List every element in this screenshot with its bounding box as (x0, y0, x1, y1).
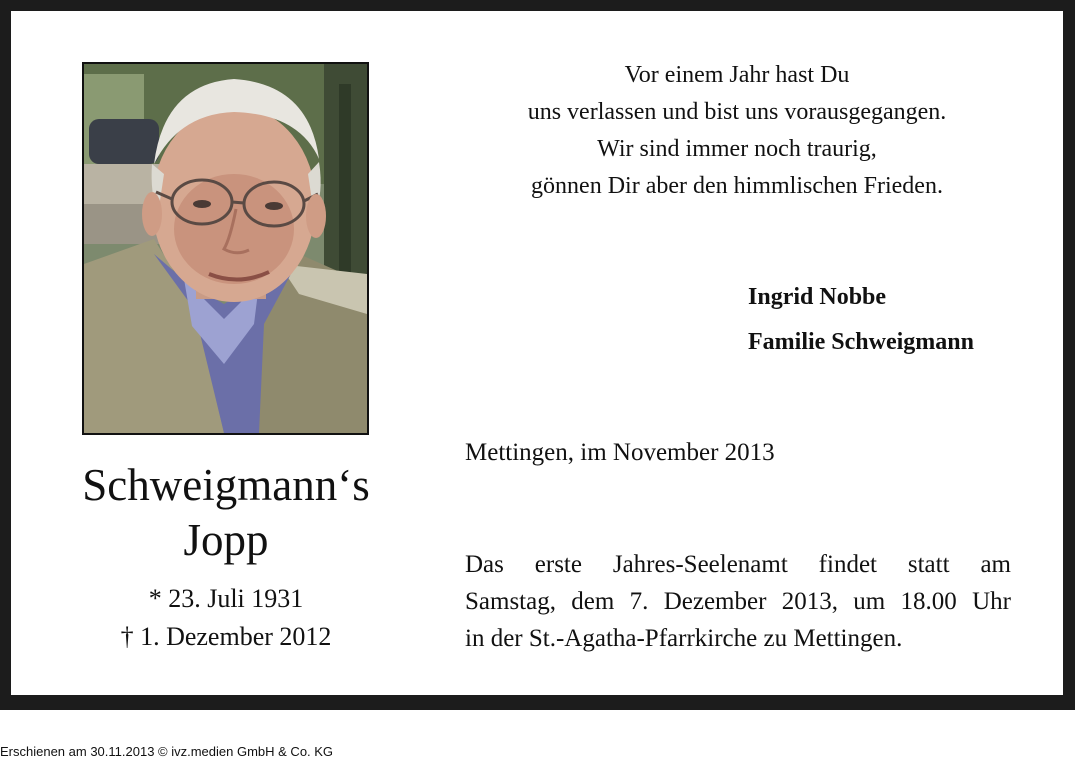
portrait-photo (82, 62, 369, 435)
memorial-mass-notice (465, 546, 1011, 657)
place-and-date: Mettingen, im November 2013 (465, 439, 775, 466)
obituary-card (11, 11, 1063, 695)
verse-line: gönnen Dir aber den himmlischen Frieden. (531, 173, 943, 199)
signature-ingrid-nobbe: Ingrid Nobbe (748, 284, 887, 310)
notice-line: in der St.-Agatha-Pfarrkirche zu Mettingen. (465, 625, 903, 652)
signature-familie-schweigmann: Familie Schweigmann (748, 329, 974, 355)
birth-date: * 23. Juli 1931 (148, 584, 304, 613)
verse-line: Vor einem Jahr hast Du (624, 62, 850, 88)
deceased-name-line1: Schweigmann‘s (82, 460, 370, 510)
verse-line: uns verlassen und bist uns vorausgegangen. (527, 99, 947, 125)
notice-line: Das erste Jahres-Seelenamt findet statt am (465, 551, 1011, 578)
notice-line: Samstag, dem 7. Dezember 2013, um 18.00 Uhr (465, 588, 1011, 615)
deceased-name-line2: Jopp (183, 515, 269, 565)
death-date: † 1. Dezember 2012 (120, 622, 332, 651)
publication-footer: Erschienen am 30.11.2013 © ivz.medien GmbH & Co. KG (0, 744, 334, 759)
verse-line: Wir sind immer noch traurig, (597, 136, 877, 162)
